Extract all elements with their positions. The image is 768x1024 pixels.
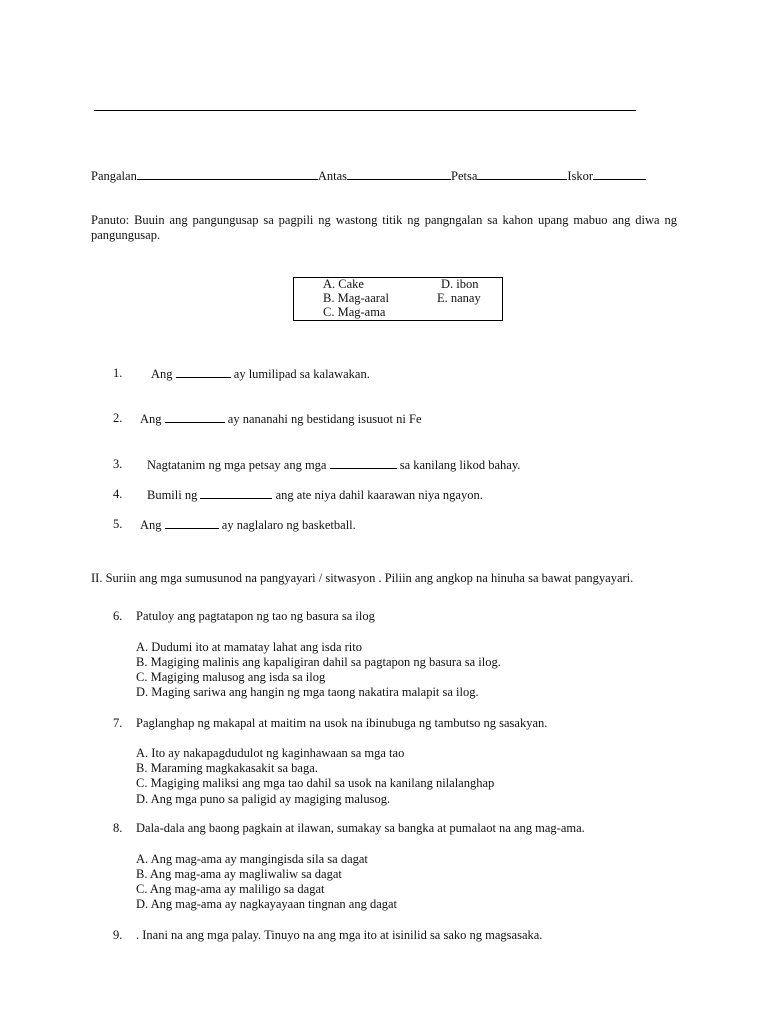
option-6a[interactable]: A. Dudumi ito at mamatay lahat ang isda rito (136, 640, 362, 654)
item-text-post: ay naglalaro ng basketball. (218, 518, 356, 532)
item-number: 3. (113, 457, 123, 471)
name-blank[interactable] (137, 168, 318, 180)
answer-blank[interactable] (165, 411, 225, 423)
question-number: 8. (113, 821, 123, 835)
item-text-post: ay lumilipad sa kalawakan. (230, 367, 370, 381)
date-blank[interactable] (477, 168, 567, 180)
date-label: Petsa (451, 169, 478, 183)
item-number: 2. (113, 411, 123, 425)
question-text: Patuloy ang pagtatapon ng tao ng basura sa ilog (136, 609, 375, 623)
option-8a[interactable]: A. Ang mag-ama ay mangingisda sila sa dagat (136, 852, 368, 866)
answer-blank[interactable] (165, 517, 219, 529)
item-text-post: ay nananahi ng bestidang isusuot ni Fe (224, 412, 422, 426)
option-8b[interactable]: B. Ang mag-ama ay magliwaliw sa dagat (136, 867, 342, 881)
choice-c: C. Mag-ama (323, 305, 386, 319)
question-text: . Inani na ang mga palay. Tinuyo na ang mga ito at isinilid sa sako ng magsasaka. (136, 928, 543, 942)
choice-e: E. nanay (437, 291, 481, 305)
choice-d: D. ibon (441, 277, 479, 291)
instruction-text: Panuto: Buuin ang pangungusap sa pagpili ng wastong titik ng pangngalan sa kahon upang mabuo ang diwa ng pangungusap. (91, 213, 677, 242)
option-6c[interactable]: C. Magiging malusog ang isda sa ilog (136, 670, 326, 684)
choice-a: A. Cake (323, 277, 364, 291)
item-text-pre: Ang (140, 412, 165, 426)
score-blank[interactable] (593, 168, 646, 180)
item-text-pre: Ang (151, 367, 176, 381)
item-text-post: ang ate niya dahil kaarawan niya ngayon. (272, 488, 483, 502)
part2-instruction: II. Suriin ang mga sumusunod na pangyayari / sitwasyon . Piliin ang angkop na hinuha sa bawat pangyayari. (91, 571, 634, 585)
question-text: Paglanghap ng makapal at maitim na usok na ibinubuga ng tambutso ng sasakyan. (136, 716, 548, 730)
option-6d[interactable]: D. Maging sariwa ang hangin ng mga taong nakatira malapit sa ilog. (136, 685, 479, 699)
question-9 (113, 928, 543, 943)
student-info-row (91, 168, 646, 184)
option-7b[interactable]: B. Maraming magkakasakit sa baga. (136, 761, 318, 775)
item-number: 1. (113, 366, 123, 380)
item-number: 5. (113, 517, 123, 531)
choices-box (293, 277, 503, 321)
title-line (94, 110, 636, 111)
option-7a[interactable]: A. Ito ay nakapagdudulot ng kaginhawaan sa mga tao (136, 746, 405, 760)
grade-label: Antas (317, 169, 347, 183)
item-text-pre: Bumili ng (147, 488, 201, 502)
item-number: 4. (113, 487, 123, 501)
item-text-pre: Ang (140, 518, 165, 532)
question-8 (113, 821, 585, 836)
option-7d[interactable]: D. Ang mga puno sa paligid ay magiging malusog. (136, 792, 391, 806)
answer-blank[interactable] (176, 366, 231, 378)
option-8c[interactable]: C. Ang mag-ama ay maliligo sa dagat (136, 882, 325, 896)
answer-blank[interactable] (200, 487, 272, 499)
choice-b: B. Mag-aaral (323, 291, 389, 305)
question-number: 6. (113, 609, 123, 623)
item-text-pre: Nagtatanim ng mga petsay ang mga (147, 458, 330, 472)
score-label: Iskor (567, 169, 594, 183)
answer-blank[interactable] (330, 457, 397, 469)
question-6 (113, 609, 375, 624)
name-label: Pangalan (91, 169, 137, 183)
question-number: 9. (113, 928, 123, 942)
option-7c[interactable]: C. Magiging maliksi ang mga tao dahil sa usok na kanilang nilalanghap (136, 776, 495, 790)
option-8d[interactable]: D. Ang mag-ama ay nagkayayaan tingnan ang dagat (136, 897, 398, 911)
question-7 (113, 716, 548, 731)
grade-blank[interactable] (347, 168, 451, 180)
question-text: Dala-dala ang baong pagkain at ilawan, sumakay sa bangka at pumalaot na ang mag-ama. (136, 821, 585, 835)
item-text-post: sa kanilang likod bahay. (396, 458, 521, 472)
question-number: 7. (113, 716, 123, 730)
option-6b[interactable]: B. Magiging malinis ang kapaligiran dahil sa pagtapon ng basura sa ilog. (136, 655, 501, 669)
